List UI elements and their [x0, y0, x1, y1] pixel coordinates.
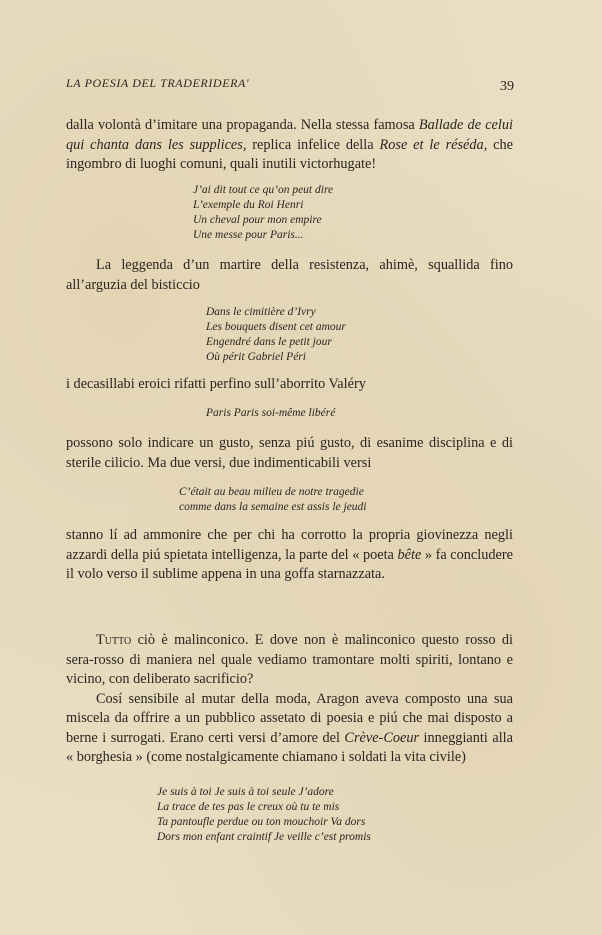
verse-line: La trace de tes pas le creux où tu te mis: [157, 801, 340, 813]
text-run: » fa concludere il volo verso il sublime appena in una goffa starnazzata.: [66, 546, 513, 582]
verse-quote-3: [206, 406, 466, 421]
verse-line: C’était au beau milieu de notre tragedie: [179, 486, 364, 498]
verse-line: comme dans la semaine est assis le jeudi: [179, 501, 367, 513]
verse-quote-4: [179, 485, 479, 515]
paragraph-6: [66, 631, 513, 768]
text-run: stanno lí ad ammonire che per chi ha corrotto la propria giovinezza negli azzardi della piú spietata intelligenza, la parte del « poeta: [66, 527, 513, 563]
paragraph-5: [66, 526, 513, 585]
verse-line: Les bouquets disent cet amour: [206, 321, 346, 333]
running-title: LA POESIA DEL TRADERIDERA': [66, 76, 250, 90]
text-run: che ingombro di luoghi comuni, quali inutili victorhugate!: [66, 136, 514, 172]
verse-line: Engendré dans le petit jour: [206, 336, 332, 348]
paragraph-text: possono solo indicare un gusto, senza piú gusto, di esanime disciplina e di sterile cilicio. Ma due versi, due indimenticabili versi: [66, 435, 513, 471]
running-header: [66, 76, 514, 94]
text-run: replica infelice della: [246, 136, 380, 153]
title-italic: Rose et le réséda,: [379, 136, 488, 153]
paragraph-4: [66, 434, 513, 473]
text-run: Cosí sensibile al mutar della moda, Aragon aveva composto una sua miscela da offrire a un pubblico assetato di poesia e piú che mai disposto a berne i surrogati. Erano certi versi d’amore del: [66, 690, 513, 746]
text-run: inneggianti alla « borghesia » (come nostalgicamente chiamano i soldati la vita civile): [66, 729, 513, 765]
verse-line: Paris Paris soi-même libéré: [206, 407, 336, 419]
verse-line: Dors mon enfant craintif Je veille c’est promis: [157, 831, 371, 843]
verse-line: Où périt Gabriel Péri: [206, 351, 306, 363]
verse-line: J’ai dit tout ce qu’on peut dire: [193, 184, 334, 196]
title-italic: Crève-Coeur: [344, 729, 420, 746]
small-caps-lead: Tutto: [96, 632, 132, 648]
paragraph-2: [66, 256, 513, 295]
paragraph-3: [66, 375, 513, 395]
verse-line: Dans le cimitière d’Ivry: [206, 306, 316, 318]
verse-line: Je suis à toi Je suis à toi seule J’adore: [157, 786, 334, 798]
verse-line: Ta pantoufle perdue ou ton mouchoir Va dors: [157, 816, 366, 828]
paragraph-1: [66, 116, 513, 175]
verse-quote-1: [193, 183, 453, 243]
text-run: dalla volontà d’imitare una propaganda. Nella stessa famosa: [66, 117, 419, 133]
page-number: 39: [500, 79, 514, 94]
paragraph-text: La leggenda d’un martire della resistenza, ahimè, squallida fino all’arguzia del bisticcio: [66, 257, 513, 293]
verse-quote-2: [206, 305, 466, 365]
verse-line: Un cheval pour mon empire: [193, 214, 322, 226]
word-italic: bête: [397, 546, 422, 563]
verse-line: L’exemple du Roi Henri: [193, 199, 304, 211]
text-run: ciò è malinconico. E dove non è malinconico questo rosso di sera-rosso di maniera nel quale vediamo tramontare molti spiriti, lontano e vicino, con deliberato sacrificio?: [66, 632, 513, 687]
verse-quote-5: [157, 785, 477, 845]
verse-line: Une messe pour Paris...: [193, 229, 304, 241]
paragraph-text: i decasillabi eroici rifatti perfino sull’aborrito Valéry: [66, 376, 366, 392]
title-italic: Ballade de celui qui chanta dans les supplices,: [66, 117, 513, 153]
